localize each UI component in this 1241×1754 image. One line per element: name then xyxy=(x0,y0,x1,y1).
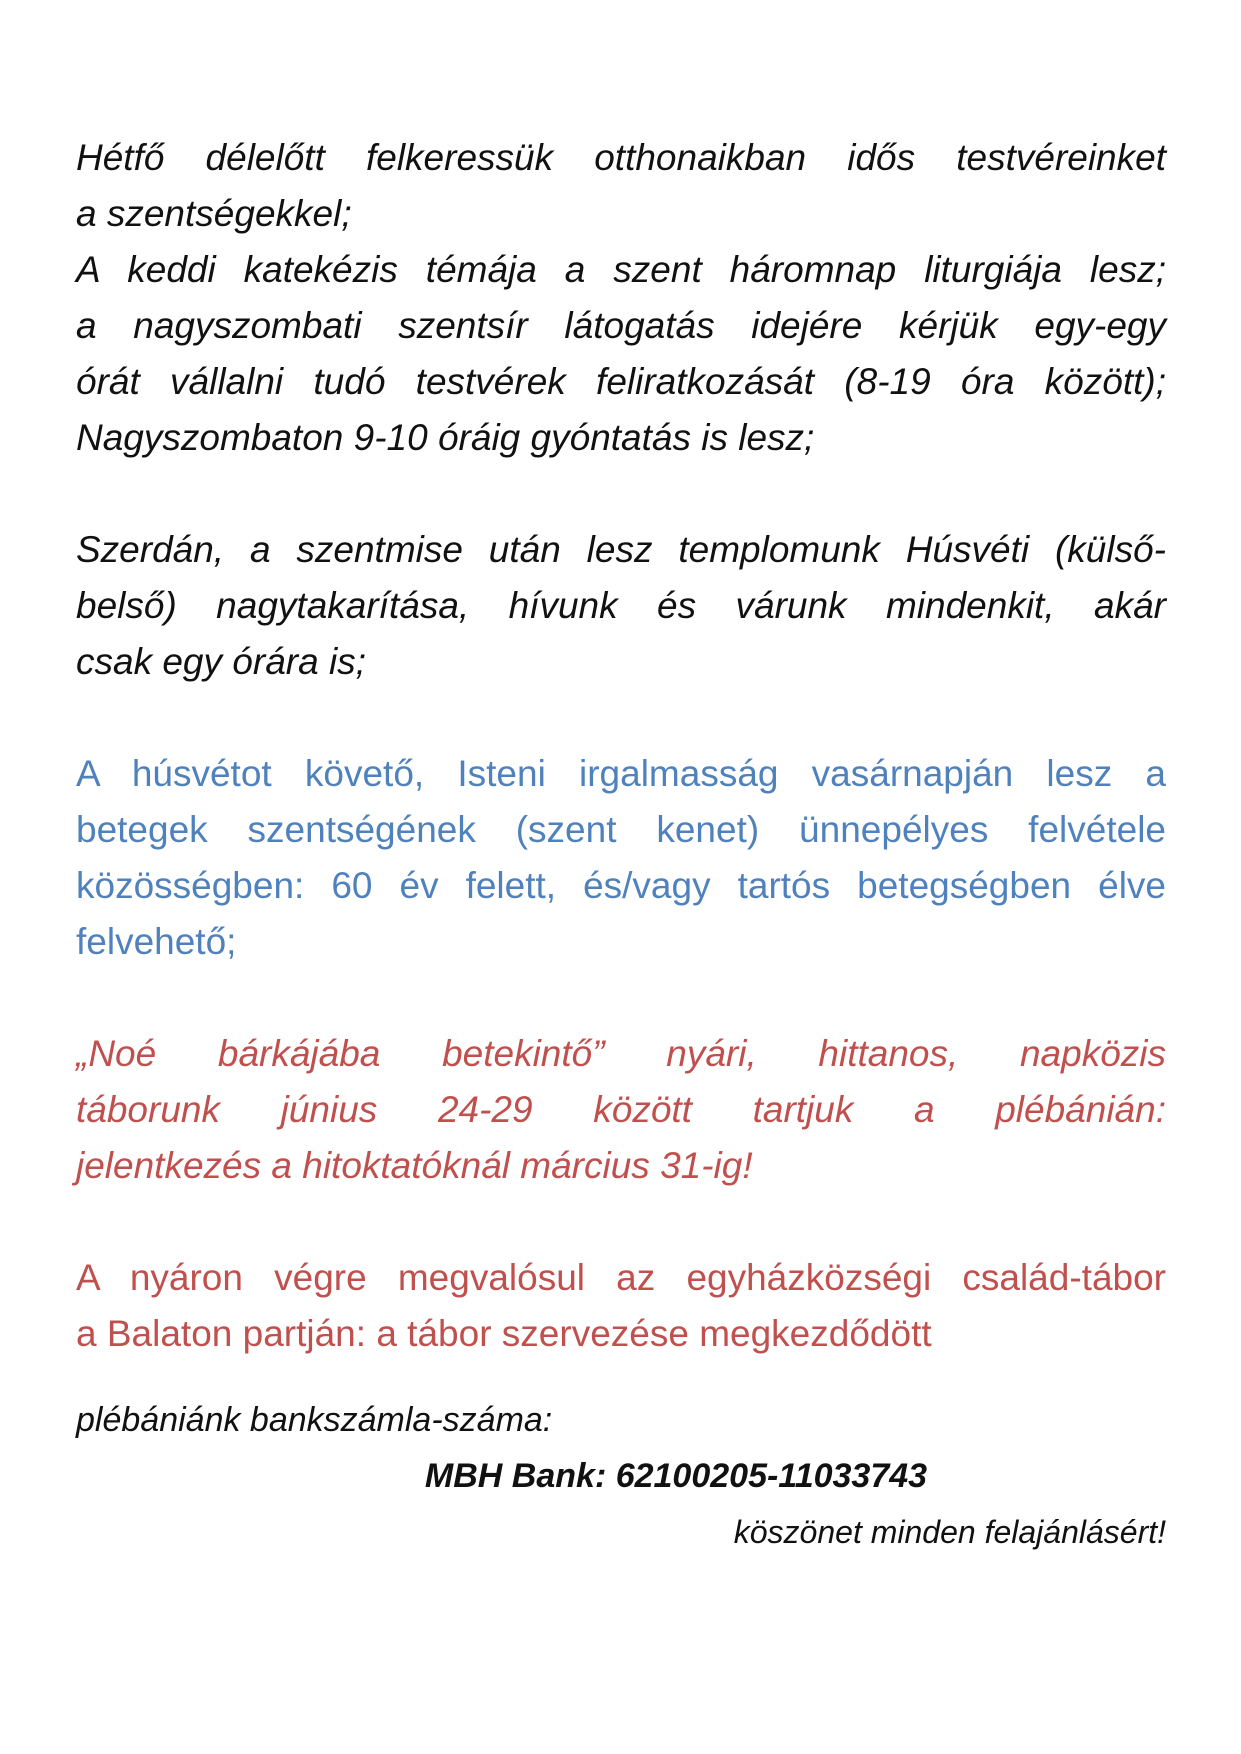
bulletin-page xyxy=(76,130,1166,1560)
text-line: belső) nagytakarítása, hívunk és várunk mindenkit, akár xyxy=(76,585,1166,626)
text-line: a szentségekkel; xyxy=(76,193,352,234)
announcement-anointing xyxy=(76,746,1166,970)
announcement-summer-camp xyxy=(76,1026,1166,1194)
text-line: A keddi katekézis témája a szent háromnap liturgiája lesz; xyxy=(76,249,1166,290)
text-line: Hétfő délelőtt felkeressük otthonaikban idős testvéreinket xyxy=(76,137,1166,178)
text-line: A húsvétot követő, Isteni irgalmasság vasárnapján lesz a xyxy=(76,753,1166,794)
text-line: a nagyszombati szentsír látogatás idejére kérjük egy-egy xyxy=(76,305,1166,346)
text-line: a Balaton partján: a tábor szervezése megkezdődött xyxy=(76,1313,932,1354)
text-line: „Noé bárkájába betekintő” nyári, hittanos, napközis xyxy=(76,1033,1166,1074)
bank-account-number: MBH Bank: 62100205-11033743 xyxy=(424,1457,928,1495)
text-line: A nyáron végre megvalósul az egyházközségi család-tábor xyxy=(76,1257,1166,1298)
text-line: Szerdán, a szentmise után lesz templomunk Húsvéti (külső- xyxy=(76,529,1166,570)
text-line: felvehető; xyxy=(76,921,237,962)
text-line: órát vállalni tudó testvérek feliratkozását (8-19 óra között); xyxy=(76,361,1166,402)
thanks-note: köszönet minden felajánlásért! xyxy=(733,1514,1166,1550)
announcement-family-camp xyxy=(76,1250,1166,1362)
announcement-elderly-visits xyxy=(76,130,1166,466)
text-line: táborunk június 24-29 között tartjuk a plébánián: xyxy=(76,1089,1166,1130)
text-line: jelentkezés a hitoktatóknál március 31-ig! xyxy=(76,1145,753,1186)
text-line: csak egy órára is; xyxy=(76,641,366,682)
text-line: Nagyszombaton 9-10 óráig gyóntatás is lesz; xyxy=(76,417,815,458)
bank-account-label: plébániánk bankszámla-száma: xyxy=(76,1401,553,1439)
announcement-church-cleaning xyxy=(76,522,1166,690)
text-line: betegek szentségének (szent kenet) ünnepélyes felvétele xyxy=(76,809,1166,850)
text-line: közösségben: 60 év felett, és/vagy tartós betegségben élve xyxy=(76,865,1166,906)
